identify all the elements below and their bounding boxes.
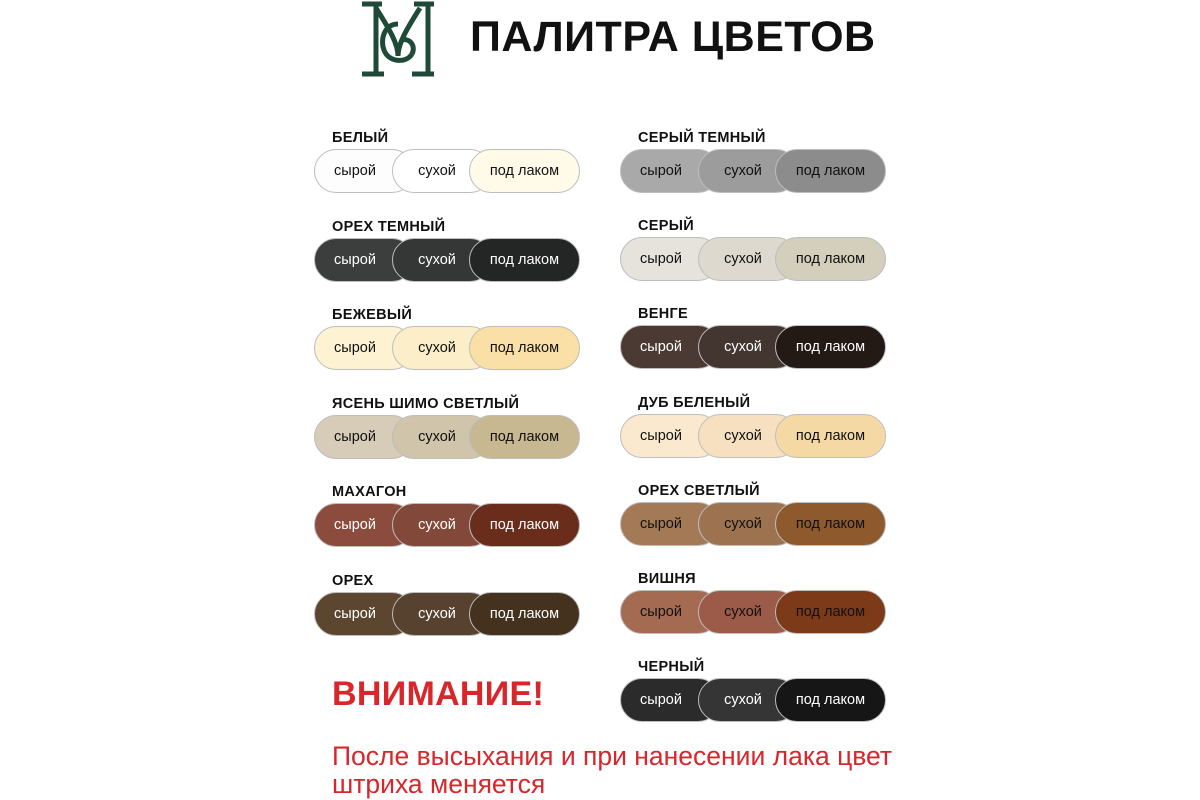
swatch-name: МАХАГОН: [332, 484, 407, 500]
swatch-name: СЕРЫЙ ТЕМНЫЙ: [638, 130, 766, 146]
pill-varnished: под лаком: [775, 502, 886, 546]
swatch-pills: [314, 238, 580, 284]
pill-varnished: под лаком: [469, 592, 580, 636]
swatch-group-left-1: [314, 219, 584, 289]
swatch-name: ОРЕХ ТЕМНЫЙ: [332, 218, 446, 235]
swatch-group-right-5: [620, 571, 890, 641]
pill-dry: сухой: [392, 326, 492, 370]
pill-varnished: под лаком: [775, 590, 886, 634]
swatch-group-right-3: [620, 395, 890, 465]
header: [0, 0, 1200, 80]
swatch-group-left-3: [314, 396, 584, 466]
pill-varnished: под лаком: [469, 415, 580, 459]
pill-varnished: под лаком: [775, 678, 886, 722]
swatch-pills: [314, 592, 580, 638]
pill-varnished: под лаком: [775, 237, 886, 281]
pill-varnished: под лаком: [469, 149, 580, 193]
pill-dry: сухой: [698, 502, 798, 546]
swatch-group-right-0: [620, 130, 890, 200]
brand-logo-icon: [354, 0, 442, 78]
page-title: ПАЛИТРА ЦВЕТОВ: [470, 13, 876, 61]
pill-dry: сухой: [698, 149, 798, 193]
pill-dry: сухой: [392, 149, 492, 193]
pill-raw: сырой: [620, 502, 720, 546]
swatch-group-right-4: [620, 483, 890, 553]
swatch-name: ЯСЕНЬ ШИМО СВЕТЛЫЙ: [332, 395, 520, 412]
swatch-group-right-2: [620, 306, 890, 376]
pill-raw: сырой: [314, 592, 414, 636]
swatch-name: ЧЕРНЫЙ: [638, 659, 705, 676]
swatch-name: ОРЕХ СВЕТЛЫЙ: [638, 482, 760, 499]
swatch-pills: [620, 590, 886, 636]
pill-varnished: под лаком: [469, 503, 580, 547]
swatch-group-left-2: [314, 307, 584, 377]
pill-varnished: под лаком: [775, 325, 886, 369]
swatch-pills: [314, 415, 580, 461]
swatch-pills: [620, 502, 886, 548]
swatch-pills: [620, 237, 886, 283]
pill-varnished: под лаком: [775, 414, 886, 458]
swatch-name: БЕЛЫЙ: [332, 130, 389, 146]
pill-raw: сырой: [620, 325, 720, 369]
swatch-group-left-0: [314, 130, 584, 200]
warning-text: После высыхания и при нанесении лака цвет штриха меняется: [332, 741, 893, 799]
pill-varnished: под лаком: [469, 326, 580, 370]
pill-dry: сухой: [698, 325, 798, 369]
pill-raw: сырой: [620, 237, 720, 281]
pill-raw: сырой: [314, 326, 414, 370]
swatch-pills: [620, 149, 886, 195]
pill-varnished: под лаком: [469, 238, 580, 282]
swatch-pills: [620, 325, 886, 371]
swatch-group-left-4: [314, 484, 584, 554]
swatch-pills: [314, 326, 580, 372]
pill-raw: сырой: [314, 503, 414, 547]
pill-dry: сухой: [698, 590, 798, 634]
pill-raw: сырой: [314, 415, 414, 459]
pill-dry: сухой: [392, 592, 492, 636]
swatch-name: ВИШНЯ: [638, 571, 696, 587]
pill-raw: сырой: [314, 238, 414, 282]
swatch-group-left-5: [314, 573, 584, 643]
swatch-group-right-6: [620, 659, 890, 729]
pill-raw: сырой: [620, 414, 720, 458]
pill-dry: сухой: [698, 678, 798, 722]
pill-raw: сырой: [620, 678, 720, 722]
swatch-name: ДУБ БЕЛЕНЫЙ: [638, 394, 751, 411]
swatch-pills: [620, 678, 886, 724]
pill-dry: сухой: [392, 503, 492, 547]
pill-dry: сухой: [392, 415, 492, 459]
swatch-pills: [314, 149, 580, 195]
pill-varnished: под лаком: [775, 149, 886, 193]
swatch-name: ВЕНГЕ: [638, 306, 689, 323]
warning-title: ВНИМАНИЕ!: [332, 675, 545, 713]
swatch-pills: [314, 503, 580, 549]
swatch-pills: [620, 414, 886, 460]
swatch-name: ОРЕХ: [332, 572, 374, 589]
swatch-group-right-1: [620, 218, 890, 288]
pill-dry: сухой: [698, 237, 798, 281]
swatch-name: БЕЖЕВЫЙ: [332, 307, 413, 323]
pill-raw: сырой: [620, 590, 720, 634]
pill-raw: сырой: [620, 149, 720, 193]
pill-dry: сухой: [698, 414, 798, 458]
pill-raw: сырой: [314, 149, 414, 193]
swatch-name: СЕРЫЙ: [638, 218, 694, 235]
pill-dry: сухой: [392, 238, 492, 282]
